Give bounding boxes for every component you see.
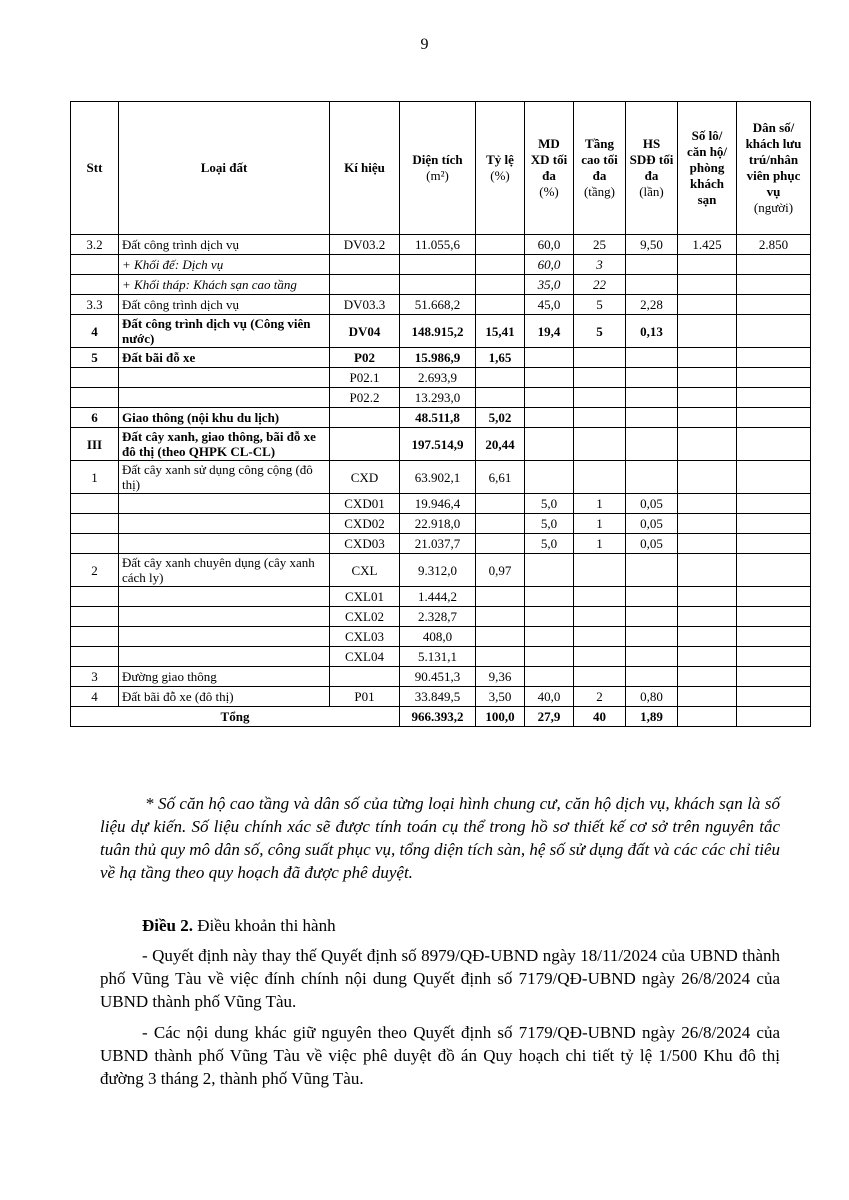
cell-ratio bbox=[476, 235, 525, 255]
cell-ratio bbox=[476, 494, 525, 514]
cell-area bbox=[400, 275, 476, 295]
cell-units bbox=[678, 587, 737, 607]
article-heading bbox=[100, 914, 780, 937]
cell-code: P01 bbox=[330, 687, 400, 707]
table-row bbox=[71, 667, 811, 687]
cell-units: 1.425 bbox=[678, 235, 737, 255]
total-label: Tổng bbox=[71, 707, 400, 727]
cell-code: CXL02 bbox=[330, 607, 400, 627]
cell-density: 60,0 bbox=[525, 255, 574, 275]
cell-units bbox=[678, 534, 737, 554]
cell-density bbox=[525, 607, 574, 627]
header-area: Diện tích (m²) bbox=[400, 102, 476, 235]
cell-population bbox=[737, 428, 811, 461]
cell-code: P02.1 bbox=[330, 368, 400, 388]
cell-far bbox=[626, 647, 678, 667]
header-floors: Tầng cao tối đa (tầng) bbox=[574, 102, 626, 235]
cell-floors: 3 bbox=[574, 255, 626, 275]
cell-density: 19,4 bbox=[525, 315, 574, 348]
cell-floors: 5 bbox=[574, 315, 626, 348]
table-row bbox=[71, 587, 811, 607]
total-row bbox=[71, 707, 811, 727]
cell-population bbox=[737, 461, 811, 494]
cell-code: CXL03 bbox=[330, 627, 400, 647]
cell-floors bbox=[574, 627, 626, 647]
cell-land-type bbox=[119, 534, 330, 554]
cell-floors bbox=[574, 667, 626, 687]
cell-far: 0,13 bbox=[626, 315, 678, 348]
table-row bbox=[71, 388, 811, 408]
cell-code: CXD01 bbox=[330, 494, 400, 514]
table-row bbox=[71, 554, 811, 587]
table-body bbox=[71, 235, 811, 707]
cell-ratio: 1,65 bbox=[476, 348, 525, 368]
cell-area: 21.037,7 bbox=[400, 534, 476, 554]
cell-units bbox=[678, 368, 737, 388]
cell-area: 2.693,9 bbox=[400, 368, 476, 388]
cell-floors bbox=[574, 408, 626, 428]
cell-code: CXL01 bbox=[330, 587, 400, 607]
cell-land-type: Đất bãi đỗ xe bbox=[119, 348, 330, 368]
cell-land-type: Đất công trình dịch vụ bbox=[119, 295, 330, 315]
total-ratio: 100,0 bbox=[476, 707, 525, 727]
cell-population bbox=[737, 534, 811, 554]
table-row bbox=[71, 534, 811, 554]
cell-population bbox=[737, 368, 811, 388]
table-row bbox=[71, 687, 811, 707]
cell-ratio bbox=[476, 514, 525, 534]
cell-far bbox=[626, 554, 678, 587]
cell-density bbox=[525, 388, 574, 408]
cell-far: 0,05 bbox=[626, 534, 678, 554]
header-units: Số lô/ căn hộ/ phòng khách sạn bbox=[678, 102, 737, 235]
land-use-table bbox=[70, 101, 811, 727]
cell-population bbox=[737, 687, 811, 707]
cell-far bbox=[626, 667, 678, 687]
cell-floors bbox=[574, 348, 626, 368]
cell-far: 0,05 bbox=[626, 514, 678, 534]
cell-units bbox=[678, 627, 737, 647]
cell-stt bbox=[71, 368, 119, 388]
cell-stt bbox=[71, 627, 119, 647]
cell-population bbox=[737, 388, 811, 408]
cell-stt bbox=[71, 514, 119, 534]
table-row bbox=[71, 275, 811, 295]
cell-floors: 2 bbox=[574, 687, 626, 707]
cell-area: 11.055,6 bbox=[400, 235, 476, 255]
cell-floors bbox=[574, 388, 626, 408]
cell-ratio bbox=[476, 647, 525, 667]
cell-land-type bbox=[119, 607, 330, 627]
table-row bbox=[71, 514, 811, 534]
cell-land-type: + Khối đế: Dịch vụ bbox=[119, 255, 330, 275]
cell-population bbox=[737, 255, 811, 275]
cell-area: 197.514,9 bbox=[400, 428, 476, 461]
cell-code: CXD02 bbox=[330, 514, 400, 534]
cell-density: 35,0 bbox=[525, 275, 574, 295]
table-row bbox=[71, 368, 811, 388]
cell-units bbox=[678, 647, 737, 667]
cell-land-type bbox=[119, 587, 330, 607]
cell-area: 9.312,0 bbox=[400, 554, 476, 587]
total-units bbox=[678, 707, 737, 727]
cell-population bbox=[737, 607, 811, 627]
cell-stt: III bbox=[71, 428, 119, 461]
cell-ratio bbox=[476, 368, 525, 388]
cell-stt bbox=[71, 388, 119, 408]
cell-population bbox=[737, 667, 811, 687]
cell-population bbox=[737, 408, 811, 428]
cell-ratio: 9,36 bbox=[476, 667, 525, 687]
cell-area: 22.918,0 bbox=[400, 514, 476, 534]
cell-density bbox=[525, 461, 574, 494]
table-row bbox=[71, 235, 811, 255]
table-row bbox=[71, 315, 811, 348]
cell-land-type: + Khối tháp: Khách sạn cao tầng bbox=[119, 275, 330, 295]
cell-land-type: Đường giao thông bbox=[119, 667, 330, 687]
cell-code: P02.2 bbox=[330, 388, 400, 408]
cell-ratio bbox=[476, 607, 525, 627]
cell-area: 48.511,8 bbox=[400, 408, 476, 428]
table-row bbox=[71, 408, 811, 428]
cell-population bbox=[737, 647, 811, 667]
cell-population bbox=[737, 514, 811, 534]
cell-stt: 4 bbox=[71, 315, 119, 348]
cell-units bbox=[678, 295, 737, 315]
cell-population bbox=[737, 275, 811, 295]
footnote: * Số căn hộ cao tầng và dân số của từng loại hình chung cư, căn hộ dịch vụ, khách sạn là số liệu dự kiến. Số liệu chính xác sẽ được tính toán cụ thể trong hồ sơ thiết kế cơ sở trên nguyên tắc tuân thủ quy mô dân số, công suất phục vụ, tổng diện tích sàn, hệ số sử dụng đất và các các chỉ tiêu về hạ tầng theo quy hoạch đã được phê duyệt. bbox=[100, 794, 780, 882]
cell-stt bbox=[71, 587, 119, 607]
cell-far bbox=[626, 587, 678, 607]
cell-floors bbox=[574, 428, 626, 461]
cell-density bbox=[525, 368, 574, 388]
cell-land-type: Đất cây xanh chuyên dụng (cây xanh cách ly) bbox=[119, 554, 330, 587]
header-far: HS SDĐ tối đa (lần) bbox=[626, 102, 678, 235]
cell-stt: 3.3 bbox=[71, 295, 119, 315]
cell-code: CXD bbox=[330, 461, 400, 494]
cell-density bbox=[525, 554, 574, 587]
cell-units bbox=[678, 687, 737, 707]
cell-density: 5,0 bbox=[525, 494, 574, 514]
cell-stt: 5 bbox=[71, 348, 119, 368]
cell-stt: 4 bbox=[71, 687, 119, 707]
cell-area: 63.902,1 bbox=[400, 461, 476, 494]
cell-floors bbox=[574, 461, 626, 494]
cell-area: 51.668,2 bbox=[400, 295, 476, 315]
cell-floors bbox=[574, 587, 626, 607]
cell-density bbox=[525, 348, 574, 368]
table-row bbox=[71, 295, 811, 315]
cell-code: CXD03 bbox=[330, 534, 400, 554]
cell-units bbox=[678, 428, 737, 461]
cell-far bbox=[626, 388, 678, 408]
cell-floors: 25 bbox=[574, 235, 626, 255]
paragraph-2: - Các nội dung khác giữ nguyên theo Quyết định số 7179/QĐ-UBND ngày 26/8/2024 của UBND thành phố Vũng Tàu về việc phê duyệt đồ án Quy hoạch chi tiết tỷ lệ 1/500 Khu đô thị đường 3 tháng 2, thành phố Vũng Tàu. bbox=[100, 1023, 780, 1088]
cell-density: 60,0 bbox=[525, 235, 574, 255]
cell-area: 1.444,2 bbox=[400, 587, 476, 607]
cell-units bbox=[678, 348, 737, 368]
cell-units bbox=[678, 554, 737, 587]
cell-ratio: 5,02 bbox=[476, 408, 525, 428]
cell-area: 408,0 bbox=[400, 627, 476, 647]
cell-density: 5,0 bbox=[525, 534, 574, 554]
cell-ratio bbox=[476, 534, 525, 554]
cell-stt: 3.2 bbox=[71, 235, 119, 255]
cell-stt: 3 bbox=[71, 667, 119, 687]
cell-floors bbox=[574, 368, 626, 388]
cell-units bbox=[678, 461, 737, 494]
cell-density bbox=[525, 627, 574, 647]
cell-code: DV03.3 bbox=[330, 295, 400, 315]
cell-units bbox=[678, 494, 737, 514]
cell-area: 19.946,4 bbox=[400, 494, 476, 514]
cell-population bbox=[737, 348, 811, 368]
cell-ratio: 6,61 bbox=[476, 461, 525, 494]
cell-area: 90.451,3 bbox=[400, 667, 476, 687]
cell-code bbox=[330, 667, 400, 687]
total-area: 966.393,2 bbox=[400, 707, 476, 727]
cell-area: 148.915,2 bbox=[400, 315, 476, 348]
cell-units bbox=[678, 388, 737, 408]
cell-code bbox=[330, 428, 400, 461]
total-density: 27,9 bbox=[525, 707, 574, 727]
total-population bbox=[737, 707, 811, 727]
cell-floors: 22 bbox=[574, 275, 626, 295]
cell-stt: 1 bbox=[71, 461, 119, 494]
cell-land-type bbox=[119, 388, 330, 408]
cell-units bbox=[678, 667, 737, 687]
cell-land-type bbox=[119, 647, 330, 667]
cell-population bbox=[737, 315, 811, 348]
cell-far: 2,28 bbox=[626, 295, 678, 315]
cell-area: 15.986,9 bbox=[400, 348, 476, 368]
cell-land-type bbox=[119, 494, 330, 514]
cell-population bbox=[737, 554, 811, 587]
cell-stt bbox=[71, 607, 119, 627]
cell-ratio bbox=[476, 275, 525, 295]
cell-floors: 5 bbox=[574, 295, 626, 315]
cell-ratio: 20,44 bbox=[476, 428, 525, 461]
cell-far bbox=[626, 607, 678, 627]
cell-units bbox=[678, 275, 737, 295]
cell-ratio bbox=[476, 587, 525, 607]
article-number: Điều 2. bbox=[142, 916, 193, 935]
cell-land-type: Đất cây xanh sử dụng công cộng (đô thị) bbox=[119, 461, 330, 494]
cell-floors: 1 bbox=[574, 514, 626, 534]
cell-area: 5.131,1 bbox=[400, 647, 476, 667]
table-row bbox=[71, 461, 811, 494]
cell-far bbox=[626, 348, 678, 368]
cell-code bbox=[330, 408, 400, 428]
paragraph-1: - Quyết định này thay thế Quyết định số 8979/QĐ-UBND ngày 18/11/2024 của UBND thành phố Vũng Tàu về việc đính chính nội dung Quyết định số 7179/QĐ-UBND ngày 26/8/2024 của UBND thành phố Vũng Tàu. bbox=[100, 946, 780, 1011]
cell-density bbox=[525, 667, 574, 687]
cell-code: CXL04 bbox=[330, 647, 400, 667]
cell-density bbox=[525, 587, 574, 607]
cell-land-type: Giao thông (nội khu du lịch) bbox=[119, 408, 330, 428]
cell-land-type bbox=[119, 627, 330, 647]
cell-floors: 1 bbox=[574, 534, 626, 554]
cell-population: 2.850 bbox=[737, 235, 811, 255]
cell-far bbox=[626, 408, 678, 428]
total-floors: 40 bbox=[574, 707, 626, 727]
table-row bbox=[71, 428, 811, 461]
cell-ratio bbox=[476, 255, 525, 275]
cell-population bbox=[737, 587, 811, 607]
article-title: Điều khoản thi hành bbox=[193, 916, 336, 935]
cell-far bbox=[626, 627, 678, 647]
cell-far bbox=[626, 275, 678, 295]
cell-code: DV03.2 bbox=[330, 235, 400, 255]
cell-area: 13.293,0 bbox=[400, 388, 476, 408]
cell-density: 45,0 bbox=[525, 295, 574, 315]
cell-floors bbox=[574, 607, 626, 627]
cell-density bbox=[525, 408, 574, 428]
cell-stt bbox=[71, 255, 119, 275]
page-number: 9 bbox=[420, 36, 429, 53]
cell-area bbox=[400, 255, 476, 275]
cell-ratio: 15,41 bbox=[476, 315, 525, 348]
table-row bbox=[71, 647, 811, 667]
cell-density: 40,0 bbox=[525, 687, 574, 707]
cell-code: P02 bbox=[330, 348, 400, 368]
total-far: 1,89 bbox=[626, 707, 678, 727]
cell-ratio bbox=[476, 627, 525, 647]
cell-land-type bbox=[119, 368, 330, 388]
cell-floors bbox=[574, 647, 626, 667]
cell-code bbox=[330, 275, 400, 295]
cell-density: 5,0 bbox=[525, 514, 574, 534]
cell-far bbox=[626, 255, 678, 275]
cell-area: 2.328,7 bbox=[400, 607, 476, 627]
cell-land-type: Đất bãi đỗ xe (đô thị) bbox=[119, 687, 330, 707]
cell-units bbox=[678, 408, 737, 428]
cell-stt: 6 bbox=[71, 408, 119, 428]
cell-ratio bbox=[476, 295, 525, 315]
cell-population bbox=[737, 627, 811, 647]
cell-far bbox=[626, 461, 678, 494]
cell-units bbox=[678, 255, 737, 275]
table-row bbox=[71, 607, 811, 627]
cell-density bbox=[525, 428, 574, 461]
cell-population bbox=[737, 295, 811, 315]
cell-stt bbox=[71, 275, 119, 295]
cell-far bbox=[626, 428, 678, 461]
cell-far: 9,50 bbox=[626, 235, 678, 255]
header-stt: Stt bbox=[71, 102, 119, 235]
cell-land-type: Đất công trình dịch vụ bbox=[119, 235, 330, 255]
cell-units bbox=[678, 514, 737, 534]
cell-land-type: Đất cây xanh, giao thông, bãi đỗ xe đô thị (theo QHPK CL-CL) bbox=[119, 428, 330, 461]
header-population: Dân số/ khách lưu trú/nhân viên phục vụ (người) bbox=[737, 102, 811, 235]
cell-far: 0,05 bbox=[626, 494, 678, 514]
cell-units bbox=[678, 607, 737, 627]
cell-stt bbox=[71, 534, 119, 554]
table-row bbox=[71, 627, 811, 647]
cell-stt bbox=[71, 494, 119, 514]
header-density: MD XD tối đa (%) bbox=[525, 102, 574, 235]
header-ratio: Tỷ lệ (%) bbox=[476, 102, 525, 235]
cell-floors: 1 bbox=[574, 494, 626, 514]
cell-far: 0,80 bbox=[626, 687, 678, 707]
cell-ratio bbox=[476, 388, 525, 408]
header-code: Kí hiệu bbox=[330, 102, 400, 235]
cell-area: 33.849,5 bbox=[400, 687, 476, 707]
table-row bbox=[71, 494, 811, 514]
cell-code: DV04 bbox=[330, 315, 400, 348]
cell-code bbox=[330, 255, 400, 275]
cell-population bbox=[737, 494, 811, 514]
header-land-type: Loại đất bbox=[119, 102, 330, 235]
cell-land-type bbox=[119, 514, 330, 534]
table-row bbox=[71, 255, 811, 275]
cell-floors bbox=[574, 554, 626, 587]
cell-density bbox=[525, 647, 574, 667]
table-header-row bbox=[71, 102, 811, 235]
cell-far bbox=[626, 368, 678, 388]
cell-stt bbox=[71, 647, 119, 667]
cell-ratio: 3,50 bbox=[476, 687, 525, 707]
cell-code: CXL bbox=[330, 554, 400, 587]
cell-ratio: 0,97 bbox=[476, 554, 525, 587]
cell-stt: 2 bbox=[71, 554, 119, 587]
cell-units bbox=[678, 315, 737, 348]
cell-land-type: Đất công trình dịch vụ (Công viên nước) bbox=[119, 315, 330, 348]
table-row bbox=[71, 348, 811, 368]
